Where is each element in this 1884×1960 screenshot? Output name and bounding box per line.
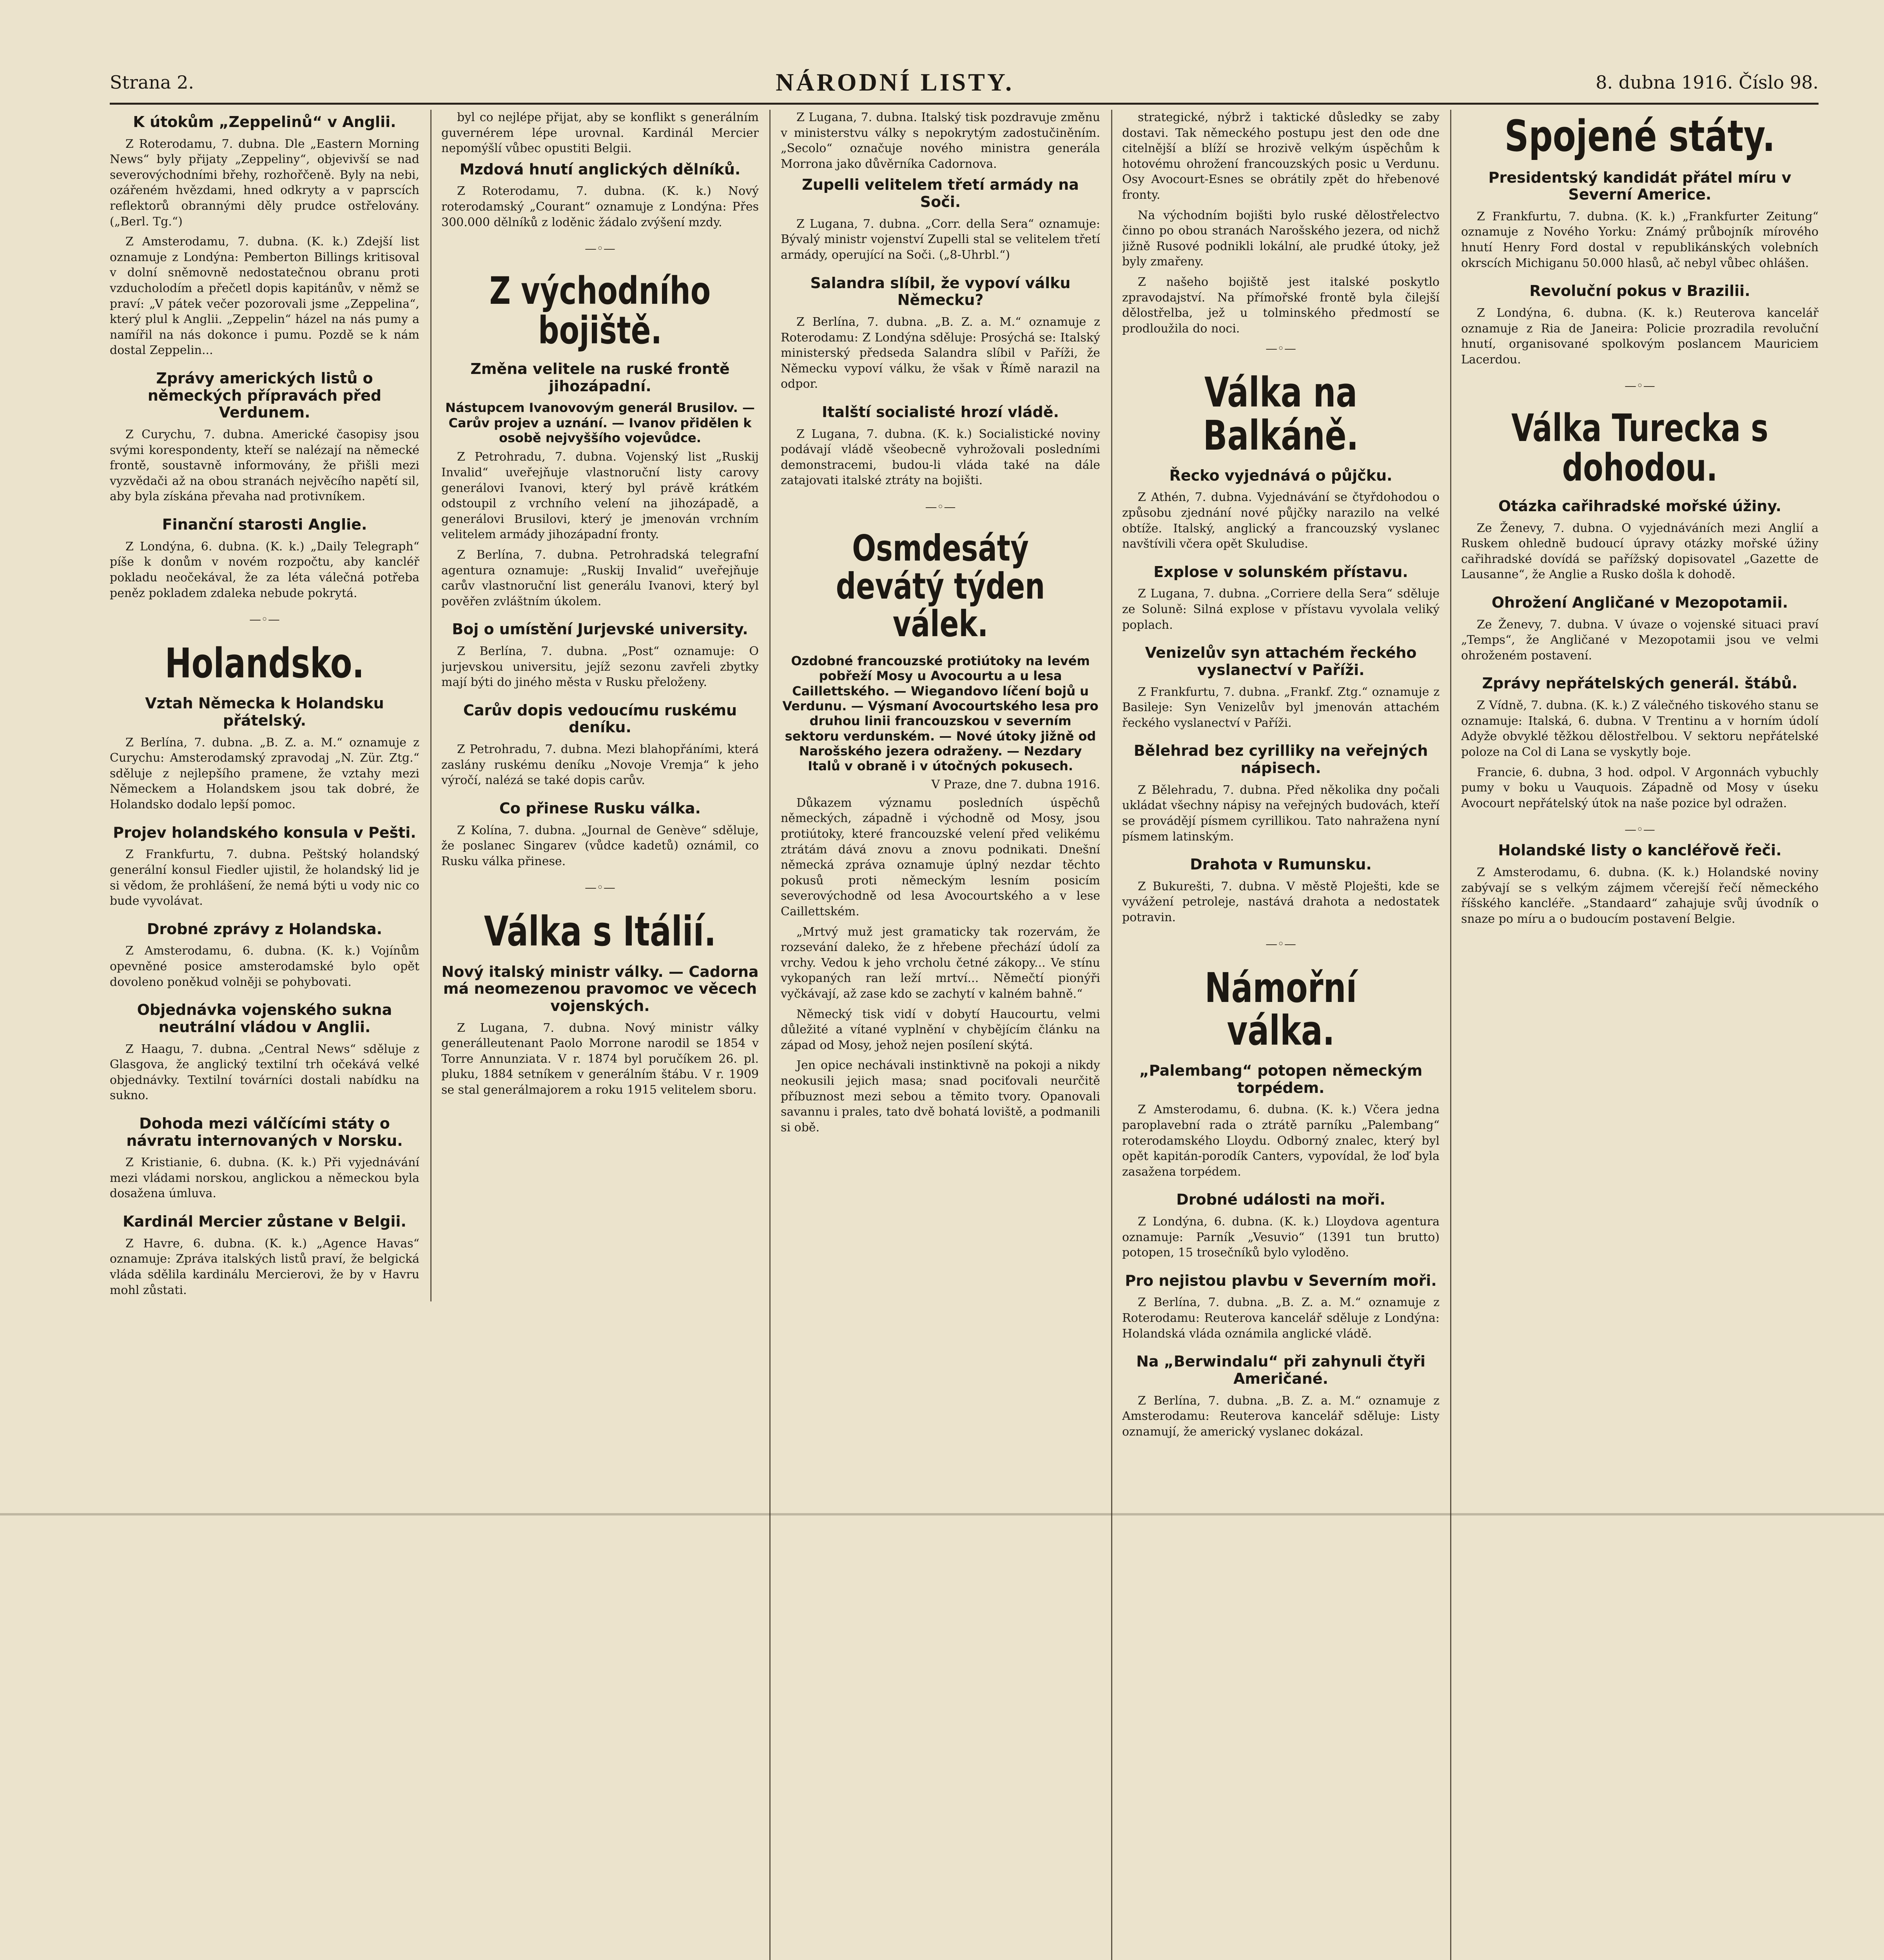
column-separator (769, 110, 771, 1960)
article-text: Jen opice nechávali instinktivně na pokoji a nikdy neokusili jejich masa; snad pociťovali neurčitě příbuznost mezi sebou a těmito tvory. Opanovali savannu i prales, tato dvě bohatá loviště, a podmanili si obě. (781, 1058, 1100, 1134)
article-headline: Projev holandského konsula v Pešti. (113, 824, 416, 841)
article (441, 621, 759, 690)
article-text: Na východním bojišti bylo ruské dělostřelectvo činno po obou stranách Narošského jezera, od nichž jižně Rusové podnikli lokální, ale prudké útoky, jež byly zmařeny. (1122, 208, 1440, 269)
article-text: Z Bukurešti, 7. dubna. V městě Ploješti, kde se vyvážení petroleje, nastává drahota a nedostatek potravin. (1122, 879, 1440, 924)
article-text: Z Havre, 6. dubna. (K. k.) „Agence Havas“ oznamuje: Zpráva italských listů praví, že belgická vláda sdělila kardinálu Mercierovi, že by v Havru mohl zůstati. (110, 1236, 419, 1297)
article-headline: Drobné zprávy z Holandska. (147, 920, 383, 938)
article (110, 1213, 419, 1298)
article-text: Z Frankfurtu, 7. dubna. (K. k.) „Frankfurter Zeitung“ oznamuje z Nového Yorku: Známý průbojník mírového hnutí Henry Ford dostal v republikánských volebních okrscích Michiganu 50.000 hlasů, ač nebyl vůbec ohlášen. (1461, 209, 1819, 270)
section-title: Válka s Itálií. (484, 907, 716, 956)
article (1122, 856, 1440, 925)
article (1122, 1191, 1440, 1260)
article-text: Z Londýna, 6. dubna. (K. k.) Lloydova agentura oznamuje: Parník „Vesuvio“ (1391 tun brutto) potopen, 15 trosečníků bylo vyloděno. (1122, 1215, 1440, 1260)
article-headline: Drahota v Rumunsku. (1190, 856, 1372, 873)
section-title: Holandsko. (165, 639, 364, 688)
article (441, 964, 759, 1098)
article-text: Z Lugana, 7. dubna. Italský tisk pozdravuje změnu v ministerstvu války s nepokrytým zadostučiněním. „Secolo“ označuje nového ministra generála Morrona jako důvěrníka Cadornova. (781, 111, 1100, 171)
column-1 (110, 110, 419, 1301)
article-headline: Carův dopis vedoucímu ruskému deníku. (463, 701, 737, 736)
ornament-divider: —◦— (1266, 937, 1296, 951)
article-headline: Dohoda mezi válčícími státy o návratu internovaných v Norsku. (126, 1114, 403, 1149)
article-headline: Holandské listy o kancléřově řeči. (1498, 842, 1782, 859)
article (1122, 1062, 1440, 1180)
article-text: Z Amsterodamu, 6. dubna. (K. k.) Vojínům opevněné posice amsterodamské bylo opět dovoleno poněkud volněji se pohybovati. (110, 944, 419, 989)
article (781, 176, 1100, 263)
article (1122, 1272, 1440, 1341)
article (110, 695, 419, 812)
article-text: Z Petrohradu, 7. dubna. Mezi blahopřáními, která zaslány ruskému deníku „Novoje Vremja“ k jeho výročí, nalézá se také dopis carův. (441, 742, 759, 788)
section-title: Námořní válka. (1204, 964, 1357, 1054)
article (1122, 1353, 1440, 1439)
section-title: Z východního bojiště. (489, 269, 711, 353)
article-text: Z Petrohradu, 7. dubna. Vojenský list „Ruskij Invalid“ uveřejňuje vlastnoruční listy carovy generálovi Ivanovi, který byl právě krátkém odstoupil z vrchního velení na jihozápadě, a generálovi Brusilovi, který je jmenován vrchním velitelem armády jihozápadní fronty. (441, 450, 759, 542)
article (1461, 594, 1819, 663)
article-text: Z Berlína, 7. dubna. Petrohradská telegrafní agentura oznamuje: „Ruskij Invalid“ uveřejňuje carův vlastnoruční list generálu Ivanovi, který byl pověřen zvláštním úkolem. (441, 548, 759, 608)
masthead: NÁRODNÍ LISTY. (776, 68, 1014, 96)
article (110, 1115, 419, 1201)
article (441, 161, 759, 230)
article-text: Z Bělehradu, 7. dubna. Před několika dny počali ukládat všechny nápisy na veřejných budovách, kteří se provádějí písmem cyrillikou. Tato nahražena nyní písmem latinským. (1122, 783, 1440, 844)
column-separator (1111, 110, 1112, 1960)
article-headline: Zprávy nepřátelských generál. štábů. (1482, 675, 1798, 692)
article-text: Z Kristianie, 6. dubna. (K. k.) Při vyjednávání mezi vládami norskou, anglickou a německou byla dosažena úmluva. (110, 1156, 419, 1201)
article (441, 800, 759, 869)
article-text: Z Londýna, 6. dubna. (K. k.) „Daily Telegraph“ píše k donům v novém rozpočtu, aby kancléř pokladu neočekával, že za léta válečná potřeba peněz pokladem zdaleka nebude pokrytá. (110, 539, 419, 600)
article-subheadline: Ozdobné francouzské protiútoky na levém pobřeží Mosy u Avocourtu a u lesa Caillettského. — Wiegandovo líčení bojů u Verdunu. — Výsmaní Avocourtského lesa pro druhou linii francouzskou v severním sektoru verdunském. — Nové útoky jižně od Narošského jezera odraženy. — Nezdary Italů v obraně i v útočných pokusech. (782, 653, 1099, 774)
article (1461, 675, 1819, 811)
article-text: Ze Ženevy, 7. dubna. O vyjednáváních mezi Anglií a Ruskem ohledně budoucí úpravy otázky mořské úžiny cařihradské dovídá se pařížský dopisovatel „Gazette de Lausanne“, že Anglie a Rusko došla k dohodě. (1461, 521, 1819, 582)
article-text: Z Vídně, 7. dubna. (K. k.) Z válečného tiskového stanu se oznamuje: Italská, 6. dubna. V Trentinu a v horním údolí Adyže obvyklé těžkou dělostřelbou. V sektoru nepřátelské poloze na Col di Lana se vyskytly boje. (1461, 699, 1819, 759)
article-text: Z Londýna, 6. dubna. (K. k.) Reuterova kancelář oznamuje z Ria de Janeira: Policie prozradila revoluční hnutí, organisované spolkovým poslancem Mauriciem Lacerdou. (1461, 306, 1819, 367)
article-text: Z Roterodamu, 7. dubna. (K. k.) Nový roterodamský „Courant“ oznamuje z Londýna: Přes 300.000 dělníků z loděnic žádalo zvýšení mzdy. (441, 184, 759, 229)
article-text: Z Frankfurtu, 7. dubna. Peštský holandský generální konsul Fiedler ujistil, že holandský lid je si vědom, že prohlášení, že nemá býti u vody nic co bude vyvolávat. (110, 848, 419, 908)
article-text: Z našeho bojiště jest italské poskytlo zpravodajství. Na přímořské frontě byla čilejší dělostřelba, jež u tolminského předmostí se prodloužila do noci. (1122, 275, 1440, 336)
article-headline: Salandra slíbil, že vypoví válku Německu? (810, 274, 1071, 309)
article-headline: Mzdová hnutí anglických dělníků. (459, 160, 741, 178)
article (110, 516, 419, 601)
date-issue: 8. dubna 1916. Číslo 98. (1596, 72, 1819, 93)
article (110, 370, 419, 505)
article (1122, 644, 1440, 731)
article-headline: Venizelův syn attachém řeckého vyslanectví v Paříži. (1145, 644, 1417, 679)
article-text: strategické, nýbrž i taktické důsledky se zaby dostavi. Tak německého postupu jest den ode dne citelnější a blíží se hrozivě velkým úspěchům k hotovému ohrožení francouzských posic u Verdunu. Osy Avocourt-Esnes se obrátily zpět do hřebenové fronty. (1122, 111, 1440, 202)
article-headline: Finanční starosti Anglie. (162, 516, 367, 534)
article-text: Německý tisk vidí v dobytí Haucourtu, velmi důležité a vítané vyplnění v chybějícím článku na západ od Mosy, jehož nejen posílení skýtá. (781, 1007, 1100, 1052)
article-text: Ze Ženevy, 7. dubna. V úvaze o vojenské situaci praví „Temps“, že Angličané v Mezopotamii jsou ve velmi ohroženém postavení. (1461, 617, 1819, 662)
article (1122, 564, 1440, 633)
article (1122, 467, 1440, 552)
column-separator (430, 110, 432, 1301)
article-text: Z Kolína, 7. dubna. „Journal de Genève“ sděluje, že poslanec Singarev (vůdce kadetů) oznámil, co Rusku válka přinese. (441, 823, 759, 868)
article-text: byl co nejlépe přijat, aby se konflikt s generálním guvernérem lépe urovnal. Kardinál Mercier nepomýšlí vůbec opustiti Belgii. (441, 111, 759, 156)
article-text: Z Lugana, 7. dubna. (K. k.) Socialistické noviny podávají vládě všeobecně vyhrožovali posledními demonstracemi, budou-li vláda také na dále zatajovati italské ztráty na bojišti. (781, 427, 1100, 488)
article-text: Z Berlína, 7. dubna. „B. Z. a. M.“ oznamuje z Roterodamu: Z Londýna sděluje: Prosýchá se: Italský ministerský předseda Salandra slíbil v Paříži, že Německu vypoví válku, že však v Římě narazil na odpor. (781, 315, 1100, 391)
article-headline: K útokům „Zeppelinů“ v Anglii. (133, 113, 396, 131)
section-title: Osmdesátý devátý týden válek. (836, 527, 1045, 645)
article (1461, 283, 1819, 367)
article-headline: Řecko vyjednává o půjčku. (1169, 466, 1393, 484)
article-headline: Co přinese Rusku válka. (499, 799, 701, 817)
article-text: Z Berlína, 7. dubna. „B. Z. a. M.“ oznamuje z Roterodamu: Reuterova kancelář sděluje z Londýna: Holandská vláda oznámila anglické vládě. (1122, 1296, 1440, 1341)
article-headline: Revoluční pokus v Brazilii. (1529, 282, 1750, 300)
dateline: V Praze, dne 7. dubna 1916. (931, 777, 1100, 791)
article (1461, 169, 1819, 271)
article (110, 114, 419, 358)
article (1461, 498, 1819, 583)
article-headline: Objednávka vojenského sukna neutrální vládou v Anglii. (137, 1001, 392, 1036)
column-3 (781, 110, 1100, 1960)
article-text: Z Amsterodamu, 6. dubna. (K. k.) Včera jedna paroplavební rada o ztrátě parníku „Palembang“ roterodamského Lloydu. Odborný znalec, který byl opět kapitán-porodík Canters, vypovídal, že loď byla zasažena torpédem. (1122, 1103, 1440, 1179)
article-headline: „Palembang“ potopen německým torpédem. (1139, 1062, 1423, 1096)
page-header (110, 67, 1819, 98)
article-text: „Mrtvý muž jest gramaticky tak rozervám, že rozsevání daleko, že z hřebene přechází údolí za vrchy. Vedou k jeho vrcholu četné zákopy... Ve stínu vykopaných ran leží mrtví... Němečtí pionýři vyčkávají, až zase kdo se zachytí v kalném bahně.“ (781, 925, 1100, 1001)
article-text: Z Roterodamu, 7. dubna. Dle „Eastern Morning News“ byly přijaty „Zeppeliny“, objevivší se nad severovýchodními břehy, rozhořčeně. Byly na nebi, ozářeném hvězdami, hned odkryty a v paprscích reflektorů obrannými děly prudce ostřelovány. („Berl. Tg.“) (110, 137, 419, 229)
section-title: Spojené státy. (1504, 111, 1775, 161)
column-separator (1450, 110, 1451, 1960)
page-number: Strana 2. (110, 72, 194, 93)
article (781, 275, 1100, 392)
article-text: Z Lugana, 7. dubna. Nový ministr války generálleutenant Paolo Morrone narodil se 1854 v Torre Annunziata. V r. 1874 byl poručíkem 26. pl. pluku, 1884 setníkem v generálním štábu. V r. 1909 se stal generálmajorem a roku 1915 velitelem sboru. (441, 1021, 759, 1097)
section-title: Válka na Balkáně. (1203, 368, 1359, 459)
header-rule (110, 103, 1819, 105)
article (441, 361, 759, 609)
ornament-divider: —◦— (585, 242, 615, 256)
article-text: Z Curychu, 7. dubna. Americké časopisy jsou svými korespondenty, kteří se nalézají na německé frontě, soustavně informovány, že přišli mezi vyzvědači až na obou stranách nejvěcího napětí sil, aby byla získána převaha nad protivníkem. (110, 428, 419, 504)
ornament-divider: —◦— (1266, 342, 1296, 356)
article-text: Z Amsterodamu, 6. dubna. (K. k.) Holandské noviny zabývají se s velkým zájmem včerejší řečí německého říšského kancléře. „Standaard“ zahajuje svůj úvodník o snaze po míru a o budoucím postavení Belgie. (1461, 865, 1819, 926)
article-text: Důkazem významu posledních úspěchů německých, západně i východně od Mosy, jsou protiútoky, které francouzské velení před velikému ztrátám dává znovu a znovu podnikati. Dnešní německá zpráva oznamuje úplný nezdar těchto pokusů proti německým lesním posicím severovýchodně od lesa Avocourtského a v lese Caillettském. (781, 796, 1100, 918)
article-headline: Otázka cařihradské mořské úžiny. (1498, 497, 1782, 515)
article-text: Z Berlína, 7. dubna. „Post“ oznamuje: O jurjevskou universitu, jejíž sezonu zavřeli zbytky mají býti do jiného města v Rusku přeloženy. (441, 644, 759, 690)
article-subheadline: Nástupcem Ivanovovým generál Brusilov. — Carův projev a uznání. — Ivanov přidělen k osobě nejvyššího vojevůdce. (445, 400, 755, 445)
column-5 (1461, 110, 1819, 1960)
article (110, 921, 419, 990)
article-headline: Vztah Německa k Holandsku přátelský. (145, 695, 384, 729)
article-text: Z Lugana, 7. dubna. „Corr. della Sera“ oznamuje: Bývalý ministr vojenství Zupelli stal se velitelem třetí armády, operující na Soči. („8-Uhrbl.“) (781, 217, 1100, 262)
ornament-divider: —◦— (585, 881, 615, 895)
article-headline: Drobné události na moři. (1176, 1191, 1385, 1209)
article-text: Z Berlína, 7. dubna. „B. Z. a. M.“ oznamuje z Amsterodamu: Reuterova kancelář sděluje: Listy oznamují, že americký vyslanec dokázal. (1122, 1394, 1440, 1439)
article (110, 824, 419, 909)
article (1461, 842, 1819, 927)
ornament-divider: —◦— (249, 613, 280, 627)
article (1122, 742, 1440, 844)
article-headline: Boj o umístění Jurjevské university. (452, 621, 748, 638)
article-text: Z Amsterodamu, 7. dubna. (K. k.) Zdejší list oznamuje z Londýna: Pemberton Billings kritisoval v dolní sněmovně nedostatečnou obranu proti vzducholodím a přečetl dopis kapitánův, v němž se praví: „V pátek večer pozorovali jsme „Zeppelina“, který plul k Anglii. „Zeppelin“ házel na nás pumy a namířil na nás dokonce i pumu. Pozdě se k nám dostal Zeppelin... (110, 235, 419, 358)
article (441, 702, 759, 788)
article-headline: Explose v solunském přístavu. (1153, 563, 1408, 581)
article-headline: Změna velitele na ruské frontě jihozápadní. (470, 360, 730, 395)
article (110, 1002, 419, 1103)
article-headline: Zupelli velitelem třetí armády na Soči. (802, 176, 1079, 211)
article-headline: Zprávy amerických listů o německých přípravách před Verdunem. (147, 370, 382, 421)
article-headline: Na „Berwindalu“ při zahynuli čtyři Američané. (1136, 1353, 1425, 1387)
article-headline: Bělehrad bez cyrilliky na veřejných nápisech. (1133, 742, 1428, 777)
ornament-divider: —◦— (1625, 823, 1655, 837)
article-text: Z Athén, 7. dubna. Vyjednávání se čtyřdohodou o způsobu zjednání nové půjčky narazilo na velké obtíže. Italský, anglický a francouzský vyslanec navštívili včera opět Skuludise. (1122, 490, 1440, 551)
article-headline: Presidentský kandidát přátel míru v Severní Americe. (1488, 169, 1792, 203)
article-headline: Nový italský ministr války. — Cadorna má neomezenou pravomoc ve věcech vojenských. (441, 963, 759, 1014)
article-headline: Ohrožení Angličané v Mezopotamii. (1491, 593, 1788, 611)
article-text: Z Lugana, 7. dubna. „Corriere della Sera“ sděluje ze Soluně: Silná explose v přístavu vyvolala veliký poplach. (1122, 587, 1440, 632)
column-2 (441, 110, 759, 1301)
article-headline: Pro nejistou plavbu v Severním moři. (1125, 1272, 1437, 1289)
article-headline: Italští socialisté hrozí vládě. (822, 403, 1059, 421)
article-text: Francie, 6. dubna, 3 hod. odpol. V Argonnách vybuchly pumy v boku u Vauquois. Západně od Mosy v úseku Avocourt nepřátelský útok na naše pozice byl odražen. (1461, 765, 1819, 810)
article-text: Z Frankfurtu, 7. dubna. „Frankf. Ztg.“ oznamuje z Basileje: Syn Venizelův byl jmenován attachém řeckého vyslanectví v Paříži. (1122, 685, 1440, 730)
article-text: Z Berlína, 7. dubna. „B. Z. a. M.“ oznamuje z Curychu: Amsterodamský zpravodaj „N. Zür. Ztg.“ sděluje z nejlepšího pramene, že vztahy mezi Německem a Holandskem jsou tak dobré, že Holandsko dodalo lepší pomoc. (110, 735, 419, 812)
page-fold-line (0, 1513, 1884, 1515)
article (781, 404, 1100, 488)
article-headline: Kardinál Mercier zůstane v Belgii. (123, 1213, 406, 1230)
section-title: Válka Turecka s dohodou. (1511, 406, 1768, 490)
article-text: Z Haagu, 7. dubna. „Central News“ sděluje z Glasgova, že anglický textilní trh očekává velké objednávky. Textilní továrníci dostali nabídku na sukno. (110, 1042, 419, 1103)
column-4 (1122, 110, 1440, 1960)
ornament-divider: —◦— (1625, 379, 1655, 393)
ornament-divider: —◦— (925, 500, 956, 514)
